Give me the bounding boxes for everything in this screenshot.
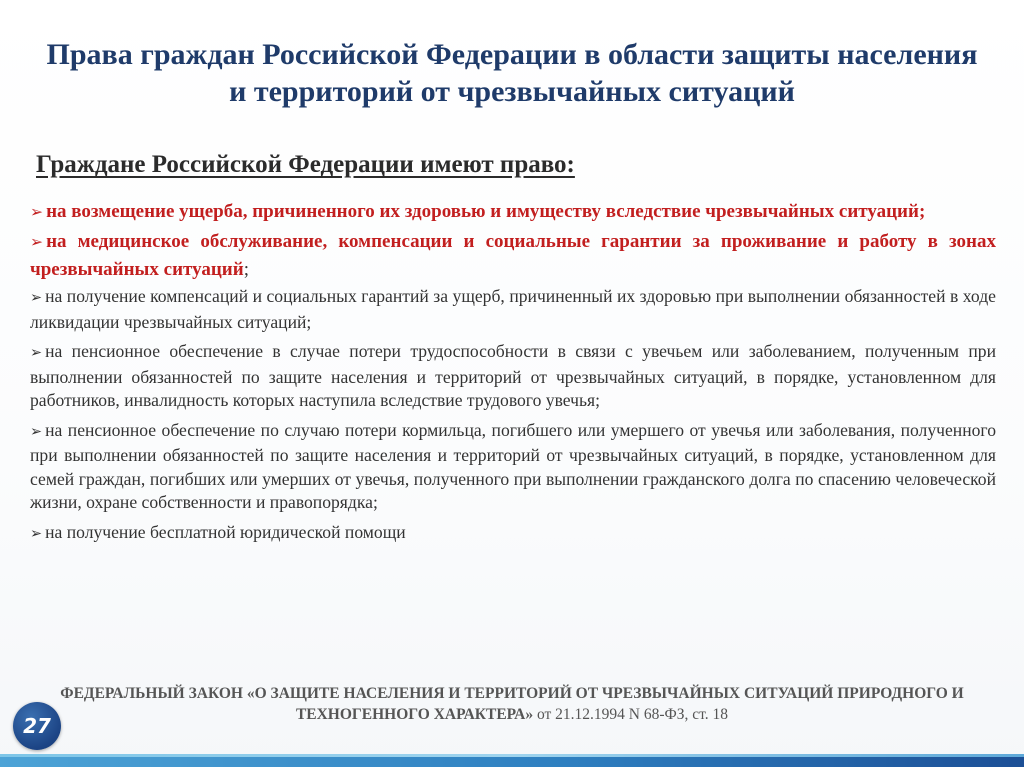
list-item xyxy=(30,228,996,283)
list-item xyxy=(30,340,996,413)
page-number-badge: 27 xyxy=(13,702,61,750)
arrow-bullet-icon: ➢ xyxy=(30,290,43,306)
law-details: от 21.12.1994 N 68-ФЗ, ст. 18 xyxy=(533,706,729,723)
right-text: на пенсионное обеспечение по случаю потери кормильца, погибшего или умершего от увечья или заболевания, полученного при выполнении обязанностей по защите населения и территорий от чрезвычайных ситуаций, в порядке, установленном для семей граждан, погибших или умерших от увечья, полученного при выполнении гражданского долга по спасению человеческой жизни, охране собственности и правопорядка; xyxy=(30,419,996,512)
arrow-bullet-icon: ➢ xyxy=(30,233,44,251)
law-reference xyxy=(60,683,964,725)
right-text: на получение компенсаций и социальных гарантий за ущерб, причиненный их здоровью при выполнении обязанностей в ходе ликвидации чрезвычайных ситуаций; xyxy=(30,286,996,332)
right-text: на возмещение ущерба, причиненного их здоровью и имуществу вследствие чрезвычайных ситуаций; xyxy=(46,201,926,222)
rights-list xyxy=(30,198,996,552)
right-text-tail: ; xyxy=(243,259,249,280)
list-item xyxy=(30,419,996,515)
arrow-bullet-icon: ➢ xyxy=(30,345,43,361)
law-name: ФЕДЕРАЛЬНЫЙ ЗАКОН «О ЗАЩИТЕ НАСЕЛЕНИЯ И ТЕРРИТОРИЙ ОТ ЧРЕЗВЫЧАЙНЫХ СИТУАЦИЙ ПРИРОДНОГО И ТЕХНОГЕННОГО ХАРАКТЕРА» xyxy=(60,685,964,723)
rights-heading: Граждане Российской Федерации имеют право: xyxy=(36,151,575,178)
right-text: на медицинское обслуживание, компенсации и социальные гарантии за проживание и работу в зонах чрезвычайных ситуаций xyxy=(30,231,996,280)
arrow-bullet-icon: ➢ xyxy=(30,423,43,440)
right-text: на пенсионное обеспечение в случае потери трудоспособности в связи с увечьем или заболеванием, полученным при выполнении обязанностей по защите населения и территорий от чрезвычайных ситуаций, в порядке, установленном для работников, инвалидность которых наступила вследствие трудового увечья; xyxy=(30,341,996,410)
arrow-bullet-icon: ➢ xyxy=(30,203,44,221)
list-item xyxy=(30,521,996,547)
list-item xyxy=(30,285,996,334)
arrow-bullet-icon: ➢ xyxy=(30,525,43,542)
slide-title: Права граждан Российской Федерации в области защиты населения и территорий от чрезвычайных ситуаций xyxy=(46,38,978,108)
list-item xyxy=(30,198,996,226)
footer-stripe xyxy=(0,757,1024,767)
right-text: на получение бесплатной юридической помощи xyxy=(45,521,406,542)
